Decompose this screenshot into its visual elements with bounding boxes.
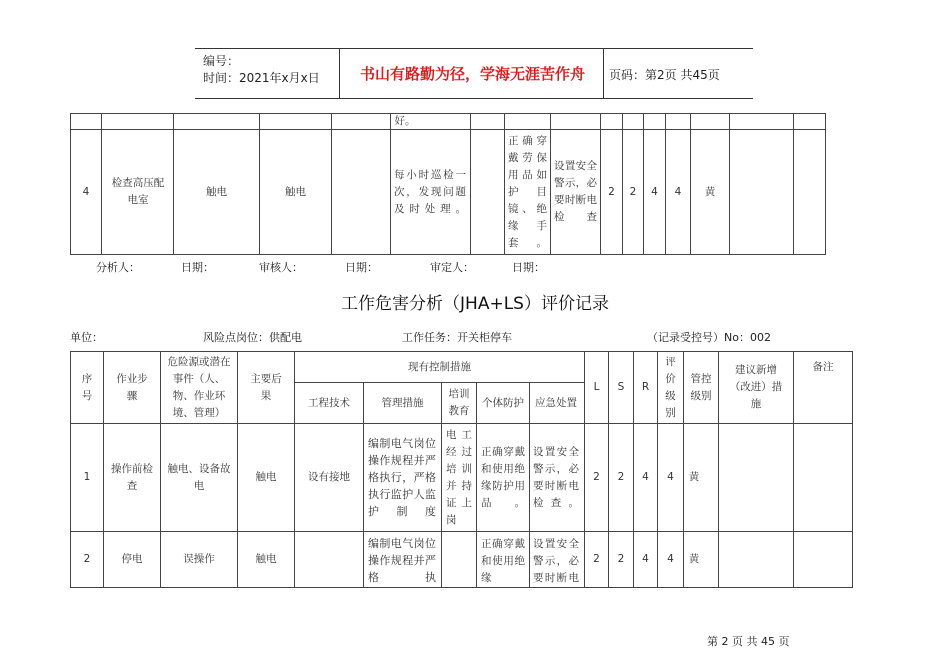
prev-row-consequence: 触电 [285, 185, 306, 198]
row-hazard: 触电、设备故电 [167, 462, 231, 492]
col-suggest: 建议新增（改进）措施 [729, 364, 783, 410]
row-training: 电工经过培训并持证上岗 [446, 428, 472, 526]
row-level: 黄 [688, 553, 700, 565]
row-seq: 1 [83, 471, 91, 483]
row-emergency: 设置安全警示，必要时断电检查。 [533, 445, 579, 509]
unit-label: 单位： [70, 331, 103, 344]
col-management: 管理措施 [381, 396, 424, 409]
header-divider [603, 49, 604, 98]
col-remark: 备注 [812, 360, 834, 373]
col-hazard: 危险源或潜在事件（人、物、作业环境、管理） [167, 355, 231, 419]
row-emergency: 设置安全警示，必要时断电 [533, 538, 579, 584]
signature-approver: 审定人： [430, 261, 474, 274]
prev-row-management: 每小时巡检一次，发现问题及时处理。 [394, 168, 466, 215]
prev-row-seq: 4 [82, 185, 90, 198]
col-ctrl-level: 管控级别 [690, 372, 712, 402]
risk-post: 风险点岗位：供配电 [203, 331, 302, 344]
prev-row-step: 检查高压配电室 [111, 177, 165, 206]
record-number: （记录受控号）No：002 [647, 331, 771, 344]
row-S: 2 [617, 553, 625, 565]
row-level-num: 4 [667, 553, 674, 565]
col-controls: 现有控制措施 [408, 360, 471, 373]
signature-analyst: 分析人： [96, 261, 140, 274]
row-R: 4 [642, 471, 649, 483]
doc-time-label: 时间：2021年x月x日 [203, 71, 320, 85]
page-title: 工作危害分析（JHA+LS）评价记录 [341, 294, 609, 314]
page-indicator: 页码：第2页 共45页 [609, 68, 720, 82]
row-L: 2 [593, 553, 600, 565]
col-L: L [593, 381, 600, 393]
row-step: 操作前检查 [111, 462, 153, 492]
prev-row-level: 黄 [704, 185, 716, 198]
prev-row-hazard: 触电 [206, 185, 227, 198]
doc-number-label: 编号： [203, 54, 240, 68]
row-management: 编制电气岗位操作规程并严格执 [368, 537, 436, 584]
prev-top-text: 好。 [394, 114, 416, 127]
prev-row-level-num: 4 [674, 185, 682, 198]
prev-row-emergency: 设置安全警示，必要时断电检查 [554, 160, 597, 223]
signature-date: 日期： [345, 261, 378, 274]
row-consequence: 触电 [255, 553, 277, 565]
row-level: 黄 [688, 471, 700, 483]
col-seq: 序号 [81, 372, 93, 402]
row-R: 4 [642, 553, 649, 565]
row-hazard: 误操作 [183, 553, 215, 565]
col-tech: 工程技术 [308, 396, 350, 409]
signature-date: 日期： [181, 261, 214, 274]
row-tech: 设有接地 [308, 471, 350, 483]
col-eval-level: 评价级别 [665, 355, 676, 419]
row-management: 编制电气岗位操作规程并严格执行，严格执行监护人监护制度 [368, 437, 436, 518]
row-L: 2 [593, 471, 600, 483]
col-R: R [641, 381, 650, 393]
prev-row-S: 2 [629, 185, 637, 198]
row-S: 2 [617, 471, 625, 483]
row-level-num: 4 [667, 471, 674, 483]
row-consequence: 触电 [255, 471, 277, 483]
signature-date: 日期： [512, 261, 545, 274]
row-ppe: 正确穿戴和使用绝缘 [481, 538, 525, 584]
col-consequence: 主要后果 [250, 372, 282, 402]
prev-row-ppe: 正确穿戴劳保用品如护目镜、绝缘手套。 [508, 134, 547, 249]
header-divider [339, 49, 340, 98]
col-S: S [617, 381, 625, 393]
work-task: 工作任务：开关柜停车 [402, 331, 512, 344]
page-header [195, 48, 753, 99]
prev-row-R: 4 [651, 185, 658, 198]
page-footer: 第 2 页 共 45 页 [707, 635, 790, 648]
row-ppe: 正确穿戴和使用绝缘防护用品。 [481, 445, 525, 509]
col-ppe: 个体防护 [482, 396, 524, 409]
col-step: 作业步骤 [116, 372, 148, 402]
row-step: 停电 [121, 553, 143, 565]
signature-reviewer: 审核人： [259, 261, 303, 274]
header-motto: 书山有路勤为径，学海无涯苦作舟 [359, 65, 585, 83]
row-seq: 2 [83, 553, 91, 565]
col-emergency: 应急处置 [535, 396, 577, 409]
prev-row-L: 2 [608, 185, 615, 198]
col-training: 培训教育 [448, 388, 470, 417]
